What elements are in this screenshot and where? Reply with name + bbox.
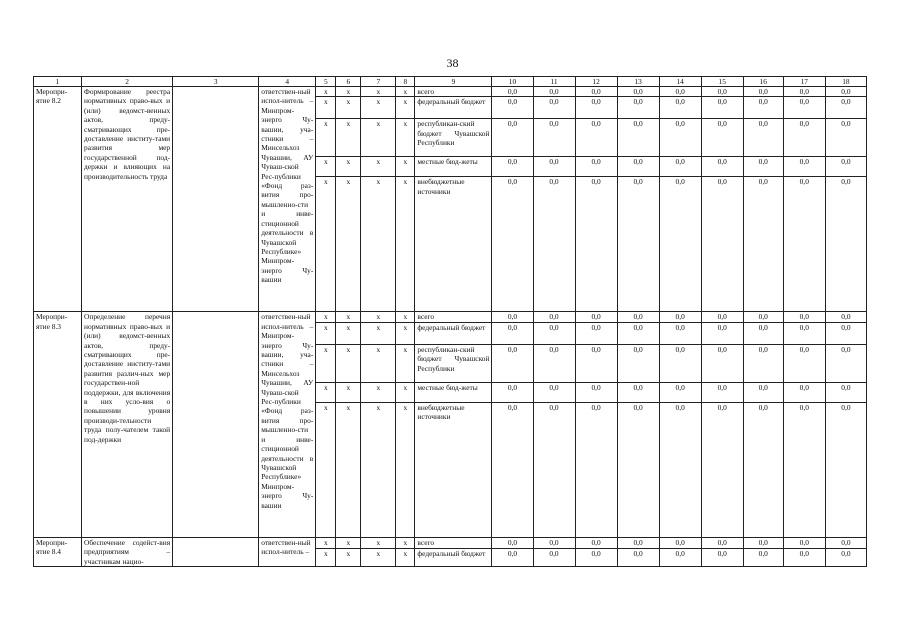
value-cell: 0,0 <box>701 119 743 157</box>
value-cell: 0,0 <box>533 548 575 567</box>
funding-source: федеральный бюджет <box>415 548 492 567</box>
mark-cell: х <box>396 537 415 548</box>
mark-cell: х <box>396 177 415 312</box>
value-cell: 0,0 <box>617 382 659 402</box>
value-cell: 0,0 <box>575 97 617 119</box>
header-col-12: 12 <box>575 77 617 87</box>
mark-cell: х <box>316 548 336 567</box>
measure-name: Обеспечение содейст-вия предприятиям – участникам нацио- <box>82 537 173 566</box>
empty-cell <box>173 87 259 312</box>
mark-cell: х <box>336 97 361 119</box>
value-cell: 0,0 <box>659 537 701 548</box>
header-col-10: 10 <box>492 77 533 87</box>
value-cell: 0,0 <box>701 382 743 402</box>
header-col-14: 14 <box>659 77 701 87</box>
value-cell: 0,0 <box>743 548 783 567</box>
mark-cell: х <box>361 97 396 119</box>
mark-cell: х <box>361 322 396 344</box>
value-cell: 0,0 <box>743 157 783 177</box>
mark-cell: х <box>316 537 336 548</box>
mark-cell: х <box>396 157 415 177</box>
mark-cell: х <box>336 119 361 157</box>
header-col-8: 8 <box>396 77 415 87</box>
value-cell: 0,0 <box>659 548 701 567</box>
value-cell: 0,0 <box>575 537 617 548</box>
funding-source: республикан-ский бюджет Чувашской Республики <box>415 344 492 382</box>
value-cell: 0,0 <box>492 322 533 344</box>
value-cell: 0,0 <box>701 177 743 312</box>
value-cell: 0,0 <box>617 119 659 157</box>
header-col-13: 13 <box>617 77 659 87</box>
value-cell: 0,0 <box>492 97 533 119</box>
value-cell: 0,0 <box>743 87 783 97</box>
value-cell: 0,0 <box>492 157 533 177</box>
value-cell: 0,0 <box>825 157 866 177</box>
mark-cell: х <box>361 382 396 402</box>
measure-name: Определение перечня нормативных право-вых и (или) ведомст-венных актов, преду-сматривающих пре-доставление институ-тами развития различ-ных мер государствен-ной поддержки, для включения в них усло-вия о повышении уровня производи-тельности труда полу-чателем такой под-держки <box>82 312 173 537</box>
value-cell: 0,0 <box>743 312 783 322</box>
header-col-2: 2 <box>82 77 173 87</box>
value-cell: 0,0 <box>659 119 701 157</box>
funding-source: местные бюд-жеты <box>415 157 492 177</box>
value-cell: 0,0 <box>575 157 617 177</box>
mark-cell: х <box>396 87 415 97</box>
value-cell: 0,0 <box>825 537 866 548</box>
value-cell: 0,0 <box>575 312 617 322</box>
mark-cell: х <box>336 87 361 97</box>
header-row <box>34 77 867 87</box>
mark-cell: х <box>361 119 396 157</box>
value-cell: 0,0 <box>743 177 783 312</box>
mark-cell: х <box>361 344 396 382</box>
value-cell: 0,0 <box>825 402 866 537</box>
mark-cell: х <box>361 537 396 548</box>
value-cell: 0,0 <box>492 344 533 382</box>
value-cell: 0,0 <box>533 402 575 537</box>
mark-cell: х <box>396 548 415 567</box>
value-cell: 0,0 <box>575 177 617 312</box>
value-cell: 0,0 <box>701 157 743 177</box>
funding-source: внебюджетные источники <box>415 402 492 537</box>
measure-name: Формирование реестра нормативных право-вых и (или) ведомст-венных актов, преду-сматривающих пре-доставление институ-тами развития мер государственной под-держки и влияющих на производительность труда <box>82 87 173 312</box>
value-cell: 0,0 <box>492 177 533 312</box>
value-cell: 0,0 <box>825 119 866 157</box>
budget-table <box>33 76 867 567</box>
value-cell: 0,0 <box>617 537 659 548</box>
measure-id: Меропри- ятие 8.4 <box>34 537 82 566</box>
value-cell: 0,0 <box>825 322 866 344</box>
value-cell: 0,0 <box>617 548 659 567</box>
value-cell: 0,0 <box>743 402 783 537</box>
value-cell: 0,0 <box>783 119 825 157</box>
value-cell: 0,0 <box>575 402 617 537</box>
value-cell: 0,0 <box>533 322 575 344</box>
value-cell: 0,0 <box>743 344 783 382</box>
value-cell: 0,0 <box>575 87 617 97</box>
mark-cell: х <box>396 402 415 537</box>
header-col-7: 7 <box>361 77 396 87</box>
header-col-9: 9 <box>415 77 492 87</box>
value-cell: 0,0 <box>617 157 659 177</box>
value-cell: 0,0 <box>617 344 659 382</box>
value-cell: 0,0 <box>492 382 533 402</box>
value-cell: 0,0 <box>825 97 866 119</box>
funding-source: федеральный бюджет <box>415 322 492 344</box>
funding-source: всего <box>415 87 492 97</box>
value-cell: 0,0 <box>825 548 866 567</box>
value-cell: 0,0 <box>659 344 701 382</box>
value-cell: 0,0 <box>575 344 617 382</box>
value-cell: 0,0 <box>701 322 743 344</box>
value-cell: 0,0 <box>575 119 617 157</box>
value-cell: 0,0 <box>743 119 783 157</box>
value-cell: 0,0 <box>783 177 825 312</box>
mark-cell: х <box>336 312 361 322</box>
mark-cell: х <box>361 157 396 177</box>
header-col-3: 3 <box>173 77 259 87</box>
header-col-6: 6 <box>336 77 361 87</box>
value-cell: 0,0 <box>617 312 659 322</box>
value-cell: 0,0 <box>533 97 575 119</box>
header-col-15: 15 <box>701 77 743 87</box>
mark-cell: х <box>336 548 361 567</box>
value-cell: 0,0 <box>783 537 825 548</box>
value-cell: 0,0 <box>533 344 575 382</box>
mark-cell: х <box>336 177 361 312</box>
value-cell: 0,0 <box>701 344 743 382</box>
value-cell: 0,0 <box>617 322 659 344</box>
value-cell: 0,0 <box>783 322 825 344</box>
mark-cell: х <box>316 157 336 177</box>
table-row <box>34 87 867 97</box>
header-col-18: 18 <box>825 77 866 87</box>
value-cell: 0,0 <box>783 344 825 382</box>
value-cell: 0,0 <box>701 537 743 548</box>
value-cell: 0,0 <box>783 402 825 537</box>
funding-source: всего <box>415 312 492 322</box>
mark-cell: х <box>336 382 361 402</box>
header-col-5: 5 <box>316 77 336 87</box>
mark-cell: х <box>336 344 361 382</box>
mark-cell: х <box>316 312 336 322</box>
value-cell: 0,0 <box>492 537 533 548</box>
value-cell: 0,0 <box>617 87 659 97</box>
value-cell: 0,0 <box>783 548 825 567</box>
mark-cell: х <box>396 322 415 344</box>
value-cell: 0,0 <box>743 97 783 119</box>
value-cell: 0,0 <box>659 312 701 322</box>
value-cell: 0,0 <box>533 177 575 312</box>
value-cell: 0,0 <box>492 87 533 97</box>
measure-executor: ответствен-ный испол-нитель – Минпром-энерго Чу-вашии, уча-стники – Минсельхоз Чувашии, АУ Чуваш-ской Рес-публики «Фонд раз-вития про-мышленно-сти и инве-стиционной деятельности в Чувашской Республике» Минпром-энерго Чу-вашии <box>259 87 316 312</box>
empty-cell <box>173 312 259 537</box>
value-cell: 0,0 <box>659 157 701 177</box>
value-cell: 0,0 <box>617 402 659 537</box>
mark-cell: х <box>361 177 396 312</box>
funding-source: внебюджетные источники <box>415 177 492 312</box>
value-cell: 0,0 <box>825 87 866 97</box>
value-cell: 0,0 <box>659 87 701 97</box>
mark-cell: х <box>361 312 396 322</box>
mark-cell: х <box>336 537 361 548</box>
mark-cell: х <box>316 97 336 119</box>
value-cell: 0,0 <box>825 177 866 312</box>
measure-id: Меропри- ятие 8.3 <box>34 312 82 537</box>
value-cell: 0,0 <box>617 97 659 119</box>
value-cell: 0,0 <box>533 87 575 97</box>
value-cell: 0,0 <box>783 312 825 322</box>
mark-cell: х <box>396 119 415 157</box>
value-cell: 0,0 <box>659 97 701 119</box>
header-col-17: 17 <box>783 77 825 87</box>
value-cell: 0,0 <box>533 119 575 157</box>
value-cell: 0,0 <box>617 177 659 312</box>
mark-cell: х <box>361 402 396 537</box>
value-cell: 0,0 <box>659 402 701 537</box>
value-cell: 0,0 <box>492 548 533 567</box>
table-row <box>34 312 867 322</box>
value-cell: 0,0 <box>783 382 825 402</box>
mark-cell: х <box>316 402 336 537</box>
value-cell: 0,0 <box>533 382 575 402</box>
value-cell: 0,0 <box>701 97 743 119</box>
mark-cell: х <box>336 402 361 537</box>
table-row <box>34 537 867 548</box>
value-cell: 0,0 <box>743 537 783 548</box>
value-cell: 0,0 <box>701 312 743 322</box>
mark-cell: х <box>316 344 336 382</box>
value-cell: 0,0 <box>533 312 575 322</box>
value-cell: 0,0 <box>492 312 533 322</box>
value-cell: 0,0 <box>575 382 617 402</box>
header-col-11: 11 <box>533 77 575 87</box>
value-cell: 0,0 <box>783 97 825 119</box>
value-cell: 0,0 <box>533 537 575 548</box>
header-col-1: 1 <box>34 77 82 87</box>
header-col-16: 16 <box>743 77 783 87</box>
value-cell: 0,0 <box>575 548 617 567</box>
value-cell: 0,0 <box>701 87 743 97</box>
mark-cell: х <box>316 177 336 312</box>
mark-cell: х <box>316 322 336 344</box>
value-cell: 0,0 <box>575 322 617 344</box>
value-cell: 0,0 <box>825 344 866 382</box>
empty-cell <box>173 537 259 566</box>
value-cell: 0,0 <box>492 402 533 537</box>
value-cell: 0,0 <box>701 548 743 567</box>
value-cell: 0,0 <box>659 382 701 402</box>
measure-id: Меропри- ятие 8.2 <box>34 87 82 312</box>
funding-source: федеральный бюджет <box>415 97 492 119</box>
value-cell: 0,0 <box>783 157 825 177</box>
mark-cell: х <box>396 382 415 402</box>
funding-source: всего <box>415 537 492 548</box>
value-cell: 0,0 <box>659 322 701 344</box>
value-cell: 0,0 <box>743 382 783 402</box>
funding-source: республикан-ский бюджет Чувашской Республики <box>415 119 492 157</box>
measure-executor: ответствен-ный испол-нитель – <box>259 537 316 566</box>
mark-cell: х <box>396 344 415 382</box>
value-cell: 0,0 <box>743 322 783 344</box>
value-cell: 0,0 <box>825 382 866 402</box>
header-col-4: 4 <box>259 77 316 87</box>
value-cell: 0,0 <box>533 157 575 177</box>
mark-cell: х <box>396 312 415 322</box>
mark-cell: х <box>316 382 336 402</box>
value-cell: 0,0 <box>825 312 866 322</box>
mark-cell: х <box>361 87 396 97</box>
mark-cell: х <box>316 119 336 157</box>
mark-cell: х <box>316 87 336 97</box>
page-number: 38 <box>446 56 459 70</box>
funding-source: местные бюд-жеты <box>415 382 492 402</box>
mark-cell: х <box>336 157 361 177</box>
mark-cell: х <box>336 322 361 344</box>
mark-cell: х <box>361 548 396 567</box>
value-cell: 0,0 <box>783 87 825 97</box>
measure-executor: ответствен-ный испол-нитель – Минпром-энерго Чу-вашии, уча-стники – Минсельхоз Чувашии, АУ Чуваш-ской Рес-публики «Фонд раз-вития про-мышленно-сти и инве-стиционной деятельности в Чувашской Республике» Минпром-энерго Чу-вашии <box>259 312 316 537</box>
mark-cell: х <box>396 97 415 119</box>
value-cell: 0,0 <box>701 402 743 537</box>
value-cell: 0,0 <box>659 177 701 312</box>
value-cell: 0,0 <box>492 119 533 157</box>
